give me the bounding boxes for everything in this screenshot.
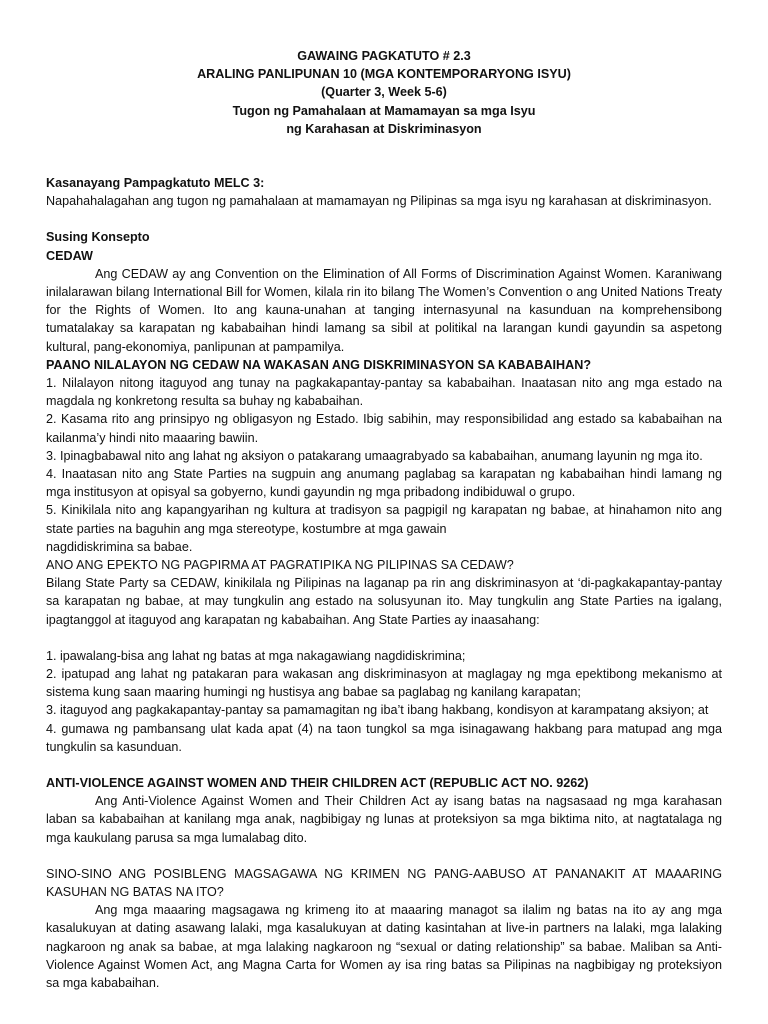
paano-heading: PAANO NILALAYON NG CEDAW NA WAKASAN ANG DISKRIMINASYON SA KABABAIHAN? [46, 357, 592, 372]
title-line-activity: GAWAING PAGKATUTO # 2.3 [297, 49, 471, 63]
paano-item-3: 3. Ipinagbabawal nito ang lahat ng aksiyon o patakarang umaagrabyado sa kababaihan, anumang layunin ng mga ito. [46, 448, 703, 463]
title-line-subject: ARALING PANLIPUNAN 10 (MGA KONTEMPORARYONG ISYU) [197, 67, 571, 82]
epekto-item-3: 3. itaguyod ang pagkakapantay-pantay sa pamamagitan ng iba’t ibang hakbang, kondisyon at karampatang aksiyon; at [46, 703, 709, 718]
epekto-item-4: 4. gumawa ng pambansang ulat kada apat (4) na taon tungkol sa mga isinagawang hakbang para matupad ang mga tungkulin sa kasunduan. [46, 721, 722, 754]
cedaw-heading: CEDAW [46, 248, 93, 263]
cedaw-intro-paragraph: Ang CEDAW ay ang Convention on the Elimination of All Forms of Discrimination Against Women. Karaniwang inilalarawan bilang International Bill for Women, kilala rin ito bilang The Women’s Convention o ang United Nations Treaty for the Rights of Women. Ito ang kauna-unahan at tanging internasyunal na kasunduan na komprehensibong tumatalakay sa karapatan ng kababaihan hindi lamang sa sibil at politikal na larangan kundi gayundin sa aspetong kultural, pang-ekonomiya, panlipunan at pampamilya. [46, 266, 723, 354]
paano-item-4: 4. Inaatasan nito ang State Parties na sugpuin ang anumang paglabag sa karapatan ng kababaihan hindi lamang ng mga institusyon at opisyal sa gobyerno, kundi gayundin ng mga pribadong indibiduwal o grupo. [46, 466, 722, 500]
paano-item-5-tail: nagdidiskrimina sa babae. [46, 539, 193, 554]
title-line-quarter: (Quarter 3, Week 5-6) [321, 85, 447, 100]
sino-question: SINO-SINO ANG POSIBLENG MAGSAGAWA NG KRIMEN NG PANG-AABUSO AT PANANAKIT AT MAAARING KASUHAN NG BATAS NA ITO? [46, 866, 722, 900]
epekto-paragraph: Bilang State Party sa CEDAW, kinikilala ng Pilipinas na laganap pa rin ang diskriminasyon at ‘di-pagkakapantay-pantay sa karapatan ng babae, at may tungkulin ang estado na solusyunan ito. May tungkulin ang State Parties na igalang, ipagtanggol at itaguyod ang karapatan ng kababaihan. Ang State Parties ay inaasahang: [46, 576, 722, 627]
sino-paragraph: Ang mga maaaring magsagawa ng krimeng ito at maaaring managot sa ilalim ng batas na ito ay ang mga kasalukuyan at dating asawang lalaki, mga kasalukuyan at dating kasintahan at live-in partners na lalaki, mga lalaking nagkaroon ng anak sa babae, at mga lalaking nagkaroon ng “sexual or dating relationship” sa babae. Maliban sa Anti-Violence Against Women Act, ang Magna Carta for Women ay isa ring batas sa Pilipinas na nagbibigay ng proteksiyon sa mga kababaihan. [46, 903, 722, 991]
epekto-item-2: 2. ipatupad ang lahat ng patakaran para wakasan ang diskriminasyon at maglagay ng mga epektibong mekanismo at sistema kung saan maaring humingi ng hustisya ang babae sa paglabag ng kanilang karapatan; [46, 667, 722, 700]
susing-konsepto-heading: Susing Konsepto [46, 230, 150, 245]
melc-heading: Kasanayang Pampagkatuto MELC 3: [46, 175, 265, 190]
vawc-paragraph: Ang Anti-Violence Against Women and Their Children Act ay isang batas na nagsasaad ng mga karahasan laban sa kababaihan at kanilang mga anak, nagbibigay ng lunas at proteksiyon sa mga biktima nito, at nagtatalaga ng mga kaukulang parusa sa mga lumalabag dito. [46, 794, 722, 845]
paano-item-1: 1. Nilalayon nitong itaguyod ang tunay na pagkakapantay-pantay sa kababaihan. Inaatasan nito ang mga estado na magdala ng konkretong resulta sa buhay ng kababaihan. [46, 375, 722, 409]
melc-text: Napahahalagahan ang tugon ng pamahalaan at mamamayan ng Pilipinas sa mga isyu ng karahasan at diskriminasyon. [46, 194, 712, 209]
document-title-block [46, 47, 722, 138]
paano-item-2: 2. Kasama rito ang prinsipyo ng obligasyon ng Estado. Ibig sabihin, may responsibilidad ang estado sa kababaihan na kailanma’y hindi nito maaaring bawiin. [46, 412, 722, 445]
epekto-heading: ANO ANG EPEKTO NG PAGPIRMA AT PAGRATIPIKA NG PILIPINAS SA CEDAW? [46, 557, 514, 572]
title-line-topic-1: Tugon ng Pamahalaan at Mamamayan sa mga Isyu [232, 103, 536, 118]
title-line-topic-2: ng Karahasan at Diskriminasyon [286, 121, 482, 136]
epekto-item-1: 1. ipawalang-bisa ang lahat ng batas at mga nakagawiang nagdidiskrimina; [46, 648, 466, 663]
vawc-heading: ANTI-VIOLENCE AGAINST WOMEN AND THEIR CHILDREN ACT (REPUBLIC ACT NO. 9262) [46, 776, 589, 791]
paano-item-5: 5. Kinikilala nito ang kapangyarihan ng kultura at tradisyon sa pagpigil ng karapatan ng babae, at hinahamon nito ang state parties na baguhin ang mga stereotype, kostumbre at mga gawain [46, 503, 722, 536]
